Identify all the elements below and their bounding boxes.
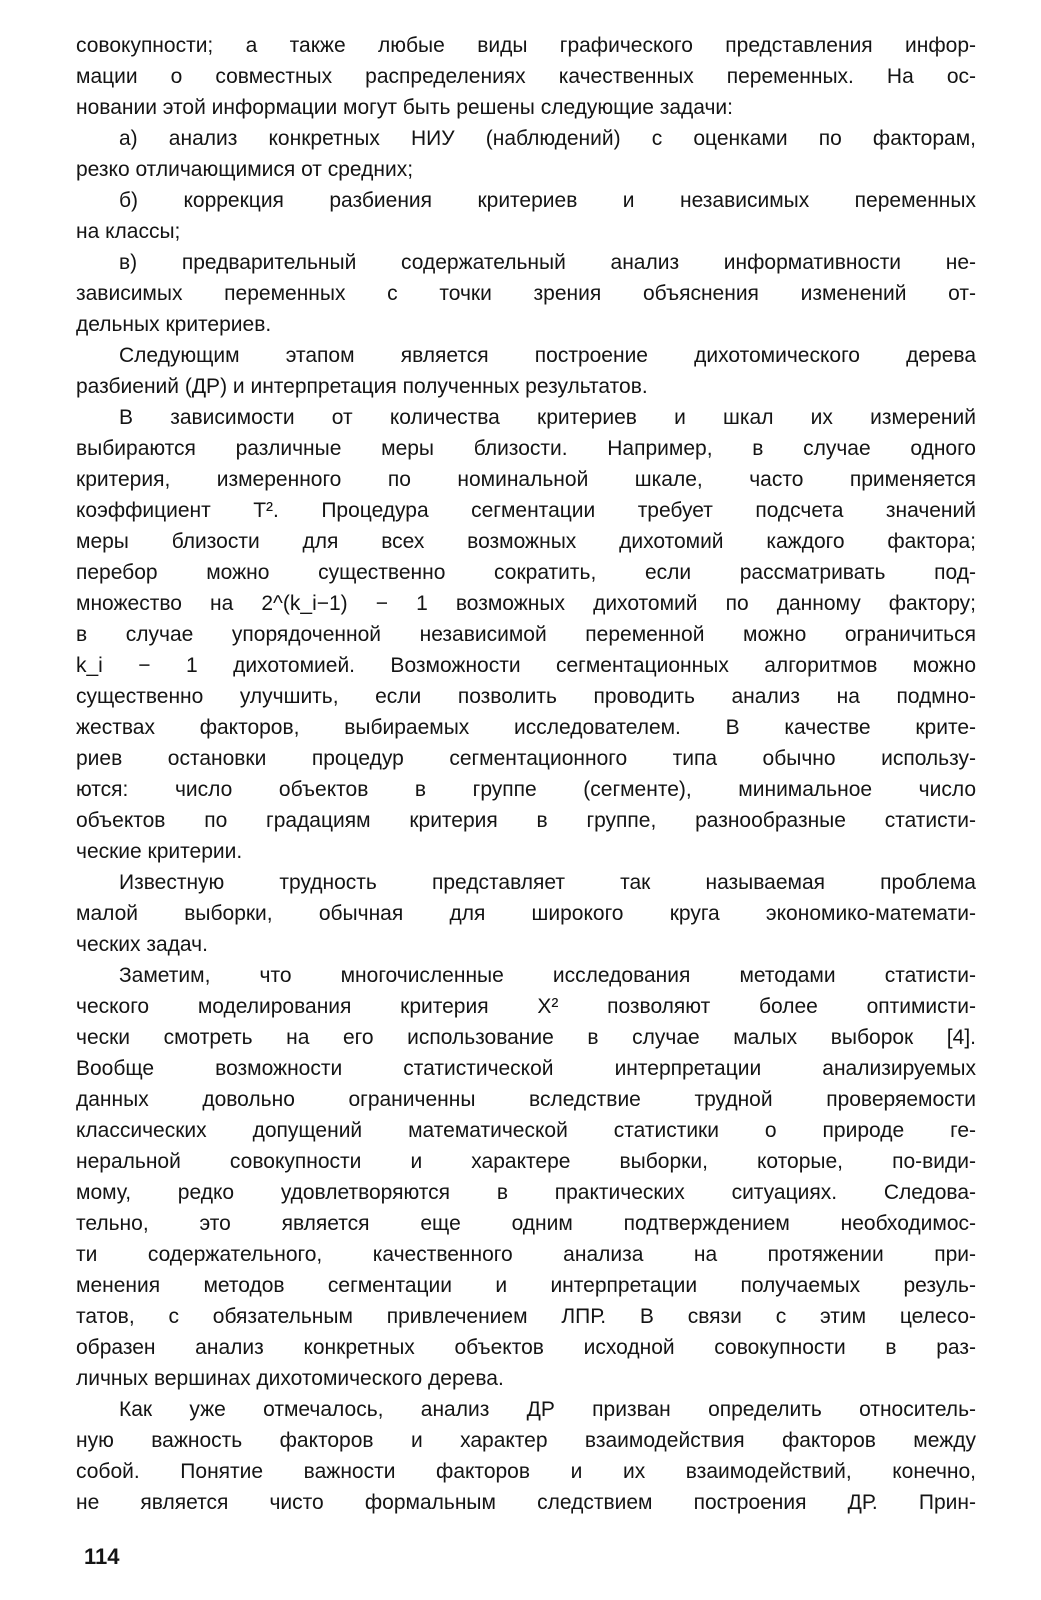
text-line: образен анализ конкретных объектов исходной совокупности в раз-: [76, 1336, 976, 1359]
text-line: ческие критерии.: [76, 840, 243, 863]
text-line: существенно улучшить, если позволить проводить анализ на подмно-: [76, 685, 976, 708]
text-line: коэффициент T². Процедура сегментации требует подсчета значений: [76, 499, 976, 522]
text-line: мому, редко удовлетворяются в практических ситуациях. Следова-: [76, 1181, 976, 1204]
text-line: классических допущений математической статистики о природе ге-: [76, 1119, 976, 1142]
text-line: ти содержательного, качественного анализа на протяжении при-: [76, 1243, 976, 1266]
text-line: а) анализ конкретных НИУ (наблюдений) с оценками по факторам,: [119, 127, 976, 150]
text-line: Заметим, что многочисленные исследования методами статисти-: [119, 964, 976, 987]
text-line: в случае упорядоченной независимой переменной можно ограничиться: [76, 623, 976, 646]
text-line: неральной совокупности и характере выборки, которые, по-види-: [76, 1150, 976, 1173]
text-line: выбираются различные меры близости. Например, в случае одного: [76, 437, 976, 460]
text-line: риев остановки процедур сегментационного типа обычно использу-: [76, 747, 976, 770]
text-line: резко отличающимися от средних;: [76, 158, 414, 181]
text-line: меры близости для всех возможных дихотомий каждого фактора;: [76, 530, 976, 553]
text-line: ческих задач.: [76, 933, 208, 956]
text-line: k_i − 1 дихотомией. Возможности сегментационных алгоритмов можно: [76, 654, 976, 677]
text-line: перебор можно существенно сократить, если рассматривать под-: [76, 561, 976, 584]
text-line: менения методов сегментации и интерпретации получаемых резуль-: [76, 1274, 976, 1297]
text-line: малой выборки, обычная для широкого круга экономико-математи-: [76, 902, 976, 925]
text-line: тельно, это является еще одним подтверждением необходимос-: [76, 1212, 976, 1235]
text-line: дельных критериев.: [76, 313, 272, 336]
text-line: в) предварительный содержательный анализ информативности не-: [119, 251, 976, 274]
text-line: Известную трудность представляет так называемая проблема: [119, 871, 976, 894]
text-line: Следующим этапом является построение дихотомического дерева: [119, 344, 976, 367]
text-line: объектов по градациям критерия в группе, разнообразные статисти-: [76, 809, 976, 832]
text-line: разбиений (ДР) и интерпретация полученных результатов.: [76, 375, 648, 398]
text-line: совокупности; а также любые виды графического представления инфор-: [76, 34, 976, 57]
text-line: татов, с обязательным привлечением ЛПР. В связи с этим целесо-: [76, 1305, 976, 1328]
text-line: собой. Понятие важности факторов и их взаимодействий, конечно,: [76, 1460, 976, 1483]
page-number: 114: [84, 1544, 120, 1569]
text-line: Вообще возможности статистической интерпретации анализируемых: [76, 1057, 976, 1080]
text-line: личных вершинах дихотомического дерева.: [76, 1367, 504, 1390]
text-line: мации о совместных распределениях качественных переменных. На ос-: [76, 65, 976, 88]
text-line: зависимых переменных с точки зрения объяснения изменений от-: [76, 282, 976, 305]
text-line: б) коррекция разбиения критериев и независимых переменных: [119, 189, 976, 212]
text-line: не является чисто формальным следствием построения ДР. Прин-: [76, 1491, 976, 1514]
text-line: В зависимости от количества критериев и шкал их измерений: [119, 406, 976, 429]
text-line: на классы;: [76, 220, 181, 243]
text-line: данных довольно ограниченны вследствие трудной проверяемости: [76, 1088, 976, 1111]
text-line: ются: число объектов в группе (сегменте), минимальное число: [76, 778, 976, 801]
text-line: жествах факторов, выбираемых исследователем. В качестве крите-: [76, 716, 976, 739]
text-line: чески смотреть на его использование в случае малых выборок [4].: [76, 1026, 976, 1049]
text-line: Как уже отмечалось, анализ ДР призван определить относитель-: [119, 1398, 976, 1421]
text-line: ческого моделирования критерия X² позволяют более оптимисти-: [76, 995, 976, 1018]
text-line: ную важность факторов и характер взаимодействия факторов между: [76, 1429, 976, 1452]
text-line: критерия, измеренного по номинальной шкале, часто применяется: [76, 468, 976, 491]
text-line: множество на 2^(k_i−1) − 1 возможных дихотомий по данному фактору;: [76, 592, 976, 615]
text-line: новании этой информации могут быть решены следующие задачи:: [76, 96, 733, 119]
